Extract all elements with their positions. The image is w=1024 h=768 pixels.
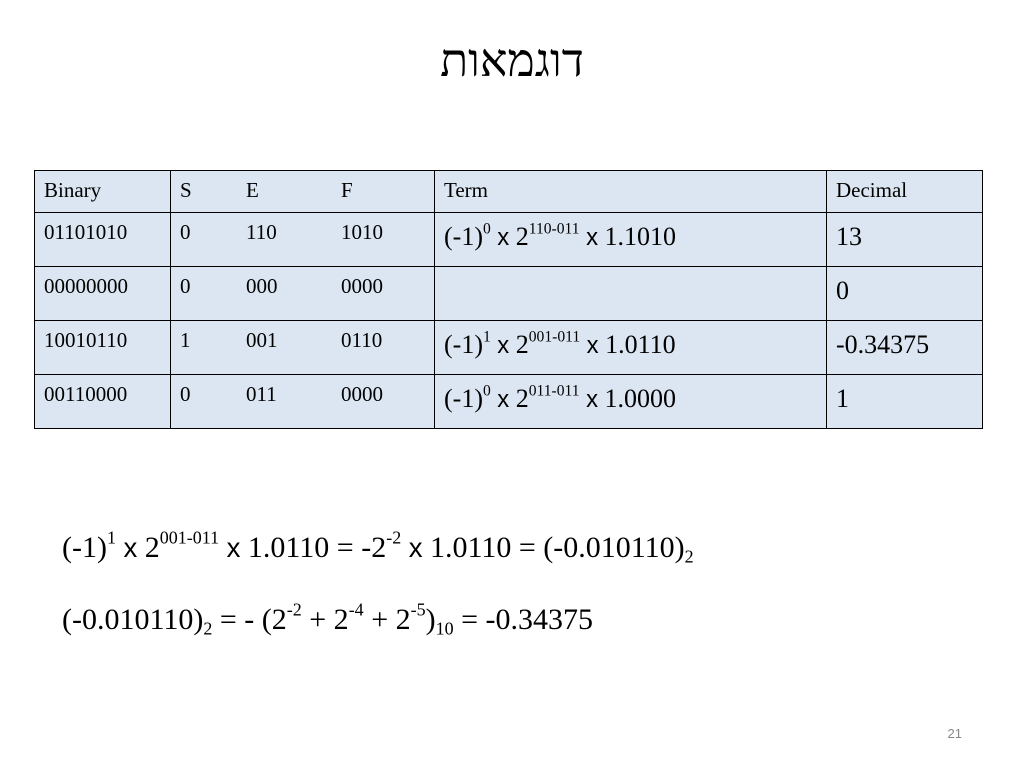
table-row bbox=[35, 267, 983, 321]
page-number: 21 bbox=[947, 726, 962, 741]
table-row bbox=[35, 321, 983, 375]
term-cell: $(-1)^1$ x 2$^{001-011}$ x 1.0110 bbox=[435, 321, 827, 375]
header-term: Term bbox=[435, 171, 827, 213]
calculation-line-2: $(-0.010110)_2$ = - $(2^{-2} + 2^{-4} + 2^{-5})_{10} = -0.34375$ bbox=[62, 599, 594, 639]
floating-point-examples-table bbox=[34, 170, 983, 429]
exponent-bits: 110 bbox=[246, 220, 277, 244]
calculation-line-1: $(-1)^1$ x 2$^{001-011}$ x $1.0110 = -2^{-2}$ x $1.0110 = (-0.010110)_2$ bbox=[62, 527, 694, 567]
header-s: S bbox=[180, 178, 192, 202]
term-cell-empty bbox=[435, 267, 827, 321]
sef-cell bbox=[171, 213, 435, 267]
decimal-cell: 1 bbox=[827, 375, 983, 429]
sign-bit: 1 bbox=[180, 328, 191, 352]
table-row bbox=[35, 375, 983, 429]
term-cell: $(-1)^0$ x 2$^{110-011}$ x 1.1010 bbox=[435, 213, 827, 267]
header-sef bbox=[171, 171, 435, 213]
term-cell: $(-1)^0$ x 2$^{011-011}$ x 1.0000 bbox=[435, 375, 827, 429]
header-e: E bbox=[246, 178, 259, 202]
sign-bit: 0 bbox=[180, 274, 191, 298]
binary-cell: 00110000 bbox=[35, 375, 171, 429]
sign-bit: 0 bbox=[180, 220, 191, 244]
exponent-bits: 000 bbox=[246, 274, 278, 298]
decimal-cell: 0 bbox=[827, 267, 983, 321]
decimal-cell: 13 bbox=[827, 213, 983, 267]
fraction-bits: 0000 bbox=[341, 382, 383, 406]
header-f: F bbox=[341, 178, 353, 202]
slide-title: דוגמאות bbox=[440, 35, 584, 86]
fraction-bits: 1010 bbox=[341, 220, 383, 244]
binary-cell: 10010110 bbox=[35, 321, 171, 375]
sef-cell bbox=[171, 267, 435, 321]
decimal-cell: -0.34375 bbox=[827, 321, 983, 375]
exponent-bits: 001 bbox=[246, 328, 278, 352]
sef-cell bbox=[171, 375, 435, 429]
header-decimal: Decimal bbox=[827, 171, 983, 213]
header-binary: Binary bbox=[35, 171, 171, 213]
binary-cell: 01101010 bbox=[35, 213, 171, 267]
fraction-bits: 0110 bbox=[341, 328, 383, 352]
sign-bit: 0 bbox=[180, 382, 191, 406]
fraction-bits: 0000 bbox=[341, 274, 383, 298]
binary-cell: 00000000 bbox=[35, 267, 171, 321]
table-header-row bbox=[35, 171, 983, 213]
sef-cell bbox=[171, 321, 435, 375]
table-row bbox=[35, 213, 983, 267]
exponent-bits: 011 bbox=[246, 382, 277, 406]
